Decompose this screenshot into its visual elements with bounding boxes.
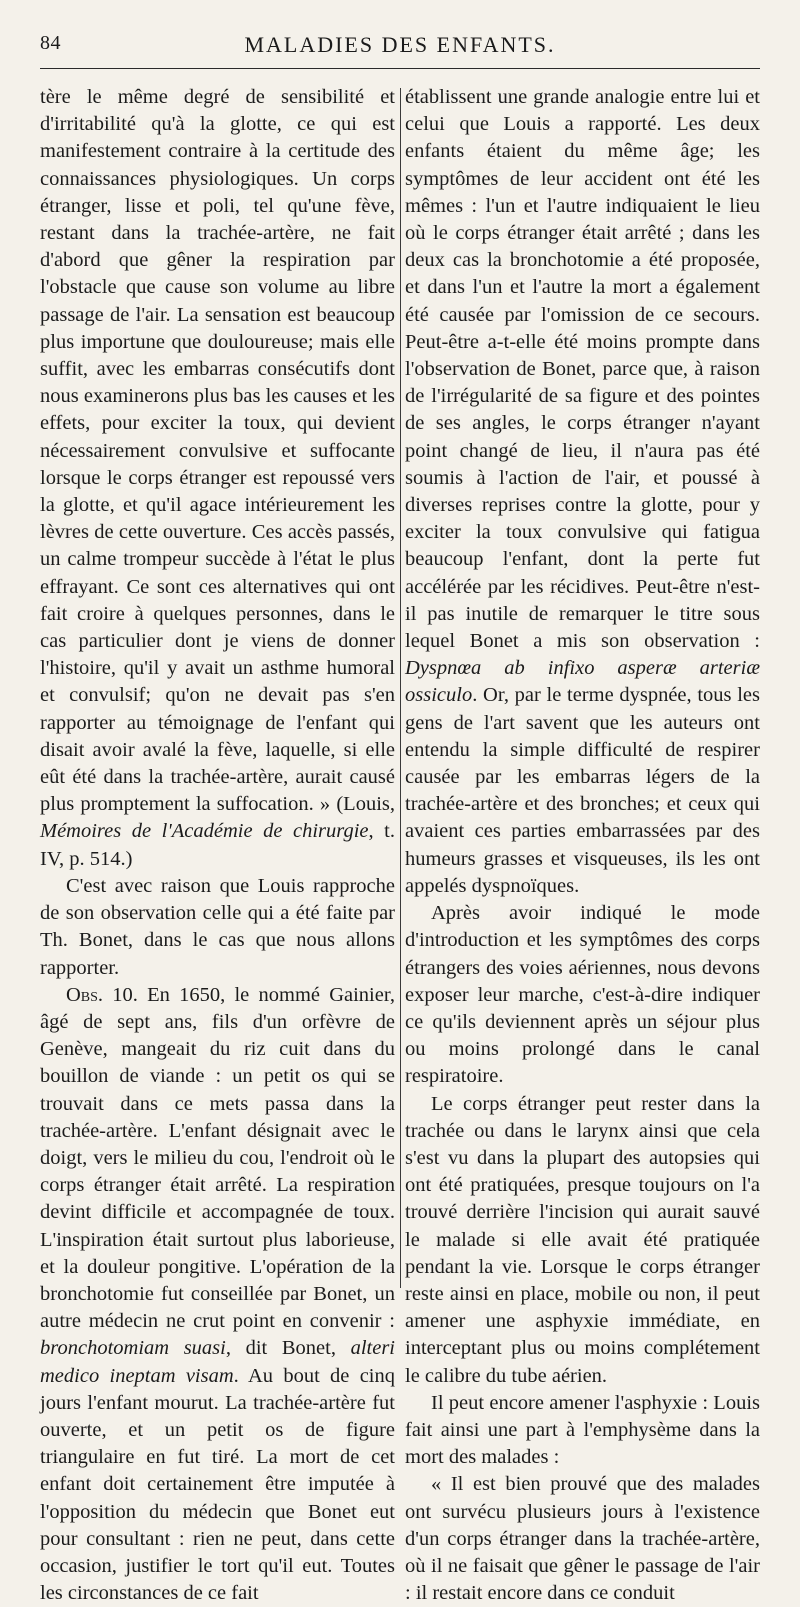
page-header: [40, 20, 760, 60]
header-rule: [40, 68, 760, 69]
right-column: [405, 84, 760, 1607]
latin-quote: alteri medico ineptam visam: [40, 1337, 395, 1387]
text-run: tère le même degré de sensibilité et d'irritabilité qu'à la glotte, ce qui est manifestement contraire à la certitude des connaissances physiologiques. Un corps étranger, lisse et poli, tel qu'une fève, restant dans la trachée-artère, ne fait d'abord que gêner la respiration par l'obstacle que cause son volume au libre passage de l'air. La sensation est beaucoup plus importune que douloureuse; mais elle suffit, avec les embarras consécutifs dont nous examinerons plus bas les causes et les effets, pour exciter la toux, qui devient nécessairement convulsive et suffocante lorsque le corps étranger est repoussé vers la glotte, et qu'il agace intérieurement les lèvres de cette ouverture. Ces accès passés, un calme trompeur succède à l'état le plus effrayant. Ce sont ces alternatives qui ont fait croire à quelques personnes, dans le cas particulier dont je viens de donner l'histoire, qu'il y avait un asthme humoral et convulsif; qu'on ne devait pas s'en rapporter au témoignage de l'enfant qui disait avoir avalé la fève, laquelle, si elle eût été dans la trachée-artère, aurait causé plus promptement la suffocation. » (Louis,: [40, 86, 395, 816]
running-title: MALADIES DES ENFANTS.: [244, 32, 556, 57]
text-run: , t. IV, p. 514.): [40, 820, 395, 870]
paragraph: [40, 84, 395, 873]
text-columns: [40, 84, 760, 1605]
column-divider: [400, 88, 401, 1288]
left-column: [40, 84, 395, 1607]
observation-label: Obs. 10.: [66, 983, 138, 1006]
italic-citation: Mémoires de l'Académie de chirurgie: [40, 820, 369, 843]
text-run: . Or, par le terme dyspnée, tous les gens de l'art savent que les auteurs ont entendu la simple difficulté de respirer causée par les embarras légers de la trachée-artère et des bronches; et ceux qui avaient ces parties embarrassées par des humeurs grasses et visqueuses, ils les ont appelés dyspnoïques.: [405, 684, 760, 897]
latin-quote: bronchotomiam suasi: [40, 1337, 226, 1360]
paragraph: Le corps étranger peut rester dans la trachée ou dans le larynx ainsi que cela s'est vu dans la plupart des autopsies qui ont été pratiquées, presque toujours on l'a trouvé derrière l'incision qui aurait sauvé le malade si elle avait été pratiquée pendant la vie. Lorsque le corps étranger reste ainsi en place, mobile ou non, il peut amener une asphyxie immédiate, en interceptant plus ou moins complétement le calibre du tube aérien.: [405, 1092, 760, 1387]
paragraph: Il peut encore amener l'asphyxie : Louis fait ainsi une part à l'emphysème dans la mort des malades :: [405, 1391, 760, 1469]
quote-paragraph: « Il est bien prouvé que des malades ont survécu plusieurs jours à l'existence d'un corps étranger dans la trachée-artère, où il ne faisait que gêner le passage de l'air : il restait encore dans ce conduit: [405, 1473, 760, 1605]
observation-paragraph: [40, 982, 395, 1607]
page-number: 84: [40, 32, 61, 54]
paragraph: [405, 84, 760, 900]
text-run: . Au bout de cinq jours l'enfant mourut. La trachée-artère fut ouverte, et un petit os de figure triangulaire en fut tiré. La mort de cet enfant doit certainement être imputée à l'opposition du médecin que Bonet eut pour consultant : rien ne peut, dans cette occasion, justifier le tort qu'il eut. Toutes les circonstances de ce fait: [40, 1364, 395, 1605]
text-run: établissent une grande analogie entre lui et celui que Louis a rapporté. Les deux enfants étaient du même âge; les symptômes de leur accident ont été les mêmes : l'un et l'autre indiquaient le lieu où le corps étranger était arrêté ; dans les deux cas la bronchotomie a été proposée, et dans l'un et l'autre la mort a également été causée par l'omission de ce secours. Peut-être a-t-elle été moins prompte dans l'observation de Bonet, parce que, à raison de l'irrégularité de sa figure et des pointes de ses angles, le corps étranger n'ayant point changé de lieu, il n'aura pas été soumis à l'action de l'air, et poussé à diverses reprises contre la glotte, pour y exciter la toux convulsive qui fatigua beaucoup l'enfant, dont la perte fut accélérée par les récidives. Peut-être n'est-il pas inutile de remarquer le titre sous lequel Bonet a mis son observation :: [405, 86, 760, 653]
text-run: , dit Bonet,: [225, 1337, 351, 1360]
text-run: En 1650, le nommé Gainier, âgé de sept ans, fils d'un orfèvre de Genève, mangeait du riz cuit dans du bouillon de viande : un petit os qui se trouvait dans ce mets passa dans la trachée-artère. L'enfant désignait avec le doigt, vers le milieu du cou, l'endroit où le corps étranger était arrêté. La respiration devint difficile et accompagnée de toux. L'inspiration était surtout plus laborieuse, et la douleur pongitive. L'opération de la bronchotomie fut conseillée par Bonet, un autre médecin ne crut point en convenir :: [40, 983, 395, 1333]
paragraph: C'est avec raison que Louis rapproche de son observation celle qui a été faite par Th. Bonet, dans le cas que nous allons rapporter.: [40, 874, 395, 979]
latin-title: Dyspnœa ab infixo asperæ arteriæ ossiculo: [405, 657, 760, 707]
paragraph: Après avoir indiqué le mode d'introduction et les symptômes des corps étrangers des voies aériennes, nous devons exposer leur marche, c'est-à-dire indiquer ce qu'ils deviennent après un séjour plus ou moins prolongé dans le canal respiratoire.: [405, 902, 760, 1088]
